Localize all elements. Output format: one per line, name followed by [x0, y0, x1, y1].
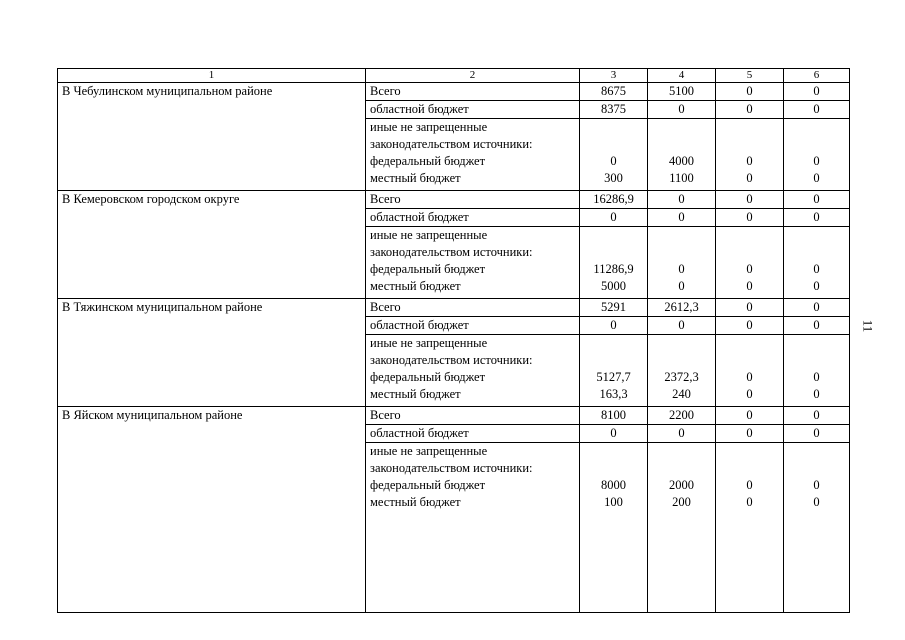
spacer	[720, 244, 779, 261]
spacer	[788, 443, 845, 460]
cell-value: 0	[813, 387, 820, 401]
spacer	[652, 227, 711, 244]
cell-value: 0	[784, 425, 850, 443]
cell-value: 0	[784, 101, 850, 119]
spacer	[720, 352, 779, 369]
cell-value: 0	[716, 83, 784, 101]
municipality-name: В Яйском муниципальном районе	[58, 407, 366, 613]
cell-value: 0	[813, 478, 820, 492]
row-label: иные не запрещенные	[370, 120, 488, 134]
budget-table	[57, 68, 850, 613]
cell-value: 0	[813, 279, 820, 293]
cell-value: 0	[716, 407, 784, 425]
row-label: иные не запрещенные	[370, 444, 488, 458]
row-label: местный бюджет	[370, 495, 461, 509]
cell-value: 0	[813, 262, 820, 276]
spacer	[652, 460, 711, 477]
spacer	[652, 443, 711, 460]
cell-value: 8100	[580, 407, 648, 425]
cell-value: 0	[746, 387, 753, 401]
cell-value: 0	[648, 317, 716, 335]
spacer	[720, 335, 779, 352]
cell-value: 2612,3	[648, 299, 716, 317]
cell-value: 0	[716, 209, 784, 227]
cell-value: 0	[784, 209, 850, 227]
other-sources-values	[648, 335, 716, 407]
cell-value: 0	[580, 209, 648, 227]
row-label: законодательством источники:	[370, 353, 533, 367]
row-label: Всего	[366, 299, 580, 317]
cell-value: 0	[784, 191, 850, 209]
other-sources-values	[784, 335, 850, 407]
other-sources-labels	[366, 227, 580, 299]
spacer	[788, 244, 845, 261]
cell-value: 5291	[580, 299, 648, 317]
row-label: Всего	[366, 83, 580, 101]
other-sources-values	[716, 335, 784, 407]
cell-value: 5127,7	[596, 370, 631, 384]
table-row	[58, 299, 850, 317]
other-sources-values	[580, 335, 648, 407]
cell-value: 2372,3	[664, 370, 699, 384]
other-sources-values	[716, 227, 784, 299]
cell-value: 0	[648, 101, 716, 119]
cell-value: 16286,9	[580, 191, 648, 209]
cell-value: 0	[610, 154, 617, 168]
row-label: федеральный бюджет	[370, 262, 486, 276]
cell-value: 163,3	[599, 387, 628, 401]
municipality-name: В Кемеровском городском округе	[58, 191, 366, 299]
spacer	[720, 119, 779, 136]
cell-value: 0	[784, 83, 850, 101]
cell-value: 2200	[648, 407, 716, 425]
spacer	[652, 136, 711, 153]
spacer	[788, 335, 845, 352]
spacer	[788, 460, 845, 477]
column-header: 6	[784, 69, 850, 83]
table-row	[58, 83, 850, 101]
column-header: 3	[580, 69, 648, 83]
spacer	[720, 227, 779, 244]
spacer	[652, 244, 711, 261]
column-header: 5	[716, 69, 784, 83]
row-label: законодательством источники:	[370, 461, 533, 475]
row-label: областной бюджет	[366, 317, 580, 335]
spacer	[652, 352, 711, 369]
cell-value: 0	[813, 370, 820, 384]
other-sources-values	[580, 227, 648, 299]
row-label: областной бюджет	[366, 425, 580, 443]
other-sources-values	[784, 443, 850, 613]
cell-value: 0	[648, 425, 716, 443]
table-body	[58, 83, 850, 613]
spacer	[720, 443, 779, 460]
spacer	[720, 136, 779, 153]
cell-value: 300	[604, 171, 623, 185]
spacer	[652, 119, 711, 136]
cell-value: 100	[604, 495, 623, 509]
row-label: местный бюджет	[370, 171, 461, 185]
other-sources-values	[716, 119, 784, 191]
cell-value: 0	[746, 171, 753, 185]
spacer	[584, 136, 643, 153]
row-label: федеральный бюджет	[370, 154, 486, 168]
cell-value: 0	[746, 478, 753, 492]
cell-value: 0	[746, 279, 753, 293]
spacer	[584, 335, 643, 352]
cell-value: 200	[672, 495, 691, 509]
spacer	[788, 136, 845, 153]
table-row	[58, 407, 850, 425]
row-label: федеральный бюджет	[370, 370, 486, 384]
cell-value: 0	[813, 171, 820, 185]
spacer	[788, 227, 845, 244]
row-label: законодательством источники:	[370, 245, 533, 259]
cell-value: 4000	[669, 154, 694, 168]
cell-value: 0	[746, 370, 753, 384]
spacer	[584, 460, 643, 477]
cell-value: 0	[716, 191, 784, 209]
spacer	[584, 119, 643, 136]
cell-value: 5100	[648, 83, 716, 101]
row-label: иные не запрещенные	[370, 228, 488, 242]
spacer	[584, 244, 643, 261]
cell-value: 0	[746, 154, 753, 168]
other-sources-values	[580, 443, 648, 613]
spacer	[584, 227, 643, 244]
spacer	[720, 460, 779, 477]
other-sources-values	[716, 443, 784, 613]
spacer	[584, 443, 643, 460]
other-sources-labels	[366, 119, 580, 191]
row-label: областной бюджет	[366, 101, 580, 119]
cell-value: 8000	[601, 478, 626, 492]
cell-value: 1100	[669, 171, 694, 185]
cell-value: 8675	[580, 83, 648, 101]
row-label: местный бюджет	[370, 387, 461, 401]
municipality-name: В Тяжинском муниципальном районе	[58, 299, 366, 407]
cell-value: 0	[678, 262, 685, 276]
cell-value: 0	[716, 101, 784, 119]
other-sources-values	[648, 227, 716, 299]
cell-value: 0	[813, 154, 820, 168]
municipality-name: В Чебулинском муниципальном районе	[58, 83, 366, 191]
cell-value: 2000	[669, 478, 694, 492]
table-row	[58, 191, 850, 209]
cell-value: 0	[746, 495, 753, 509]
cell-value: 0	[784, 407, 850, 425]
cell-value: 0	[716, 299, 784, 317]
other-sources-labels	[366, 443, 580, 613]
spacer	[652, 335, 711, 352]
row-label: законодательством источники:	[370, 137, 533, 151]
cell-value: 0	[648, 191, 716, 209]
cell-value: 0	[813, 495, 820, 509]
cell-value: 0	[648, 209, 716, 227]
cell-value: 0	[784, 317, 850, 335]
cell-value: 0	[716, 425, 784, 443]
other-sources-values	[648, 443, 716, 613]
row-label: Всего	[366, 407, 580, 425]
row-label: иные не запрещенные	[370, 336, 488, 350]
column-header: 4	[648, 69, 716, 83]
cell-value: 8375	[580, 101, 648, 119]
spacer	[584, 352, 643, 369]
header-row	[58, 69, 850, 83]
cell-value: 0	[746, 262, 753, 276]
cell-value: 11286,9	[593, 262, 634, 276]
cell-value: 5000	[601, 279, 626, 293]
other-sources-values	[784, 227, 850, 299]
other-sources-values	[580, 119, 648, 191]
other-sources-labels	[366, 335, 580, 407]
column-header: 2	[366, 69, 580, 83]
cell-value: 240	[672, 387, 691, 401]
other-sources-values	[784, 119, 850, 191]
cell-value: 0	[580, 317, 648, 335]
other-sources-values	[648, 119, 716, 191]
cell-value: 0	[678, 279, 685, 293]
cell-value: 0	[716, 317, 784, 335]
page-number: 11	[860, 319, 876, 333]
row-label: местный бюджет	[370, 279, 461, 293]
row-label: областной бюджет	[366, 209, 580, 227]
column-header: 1	[58, 69, 366, 83]
cell-value: 0	[784, 299, 850, 317]
spacer	[788, 352, 845, 369]
row-label: Всего	[366, 191, 580, 209]
spacer	[788, 119, 845, 136]
cell-value: 0	[580, 425, 648, 443]
row-label: федеральный бюджет	[370, 478, 486, 492]
